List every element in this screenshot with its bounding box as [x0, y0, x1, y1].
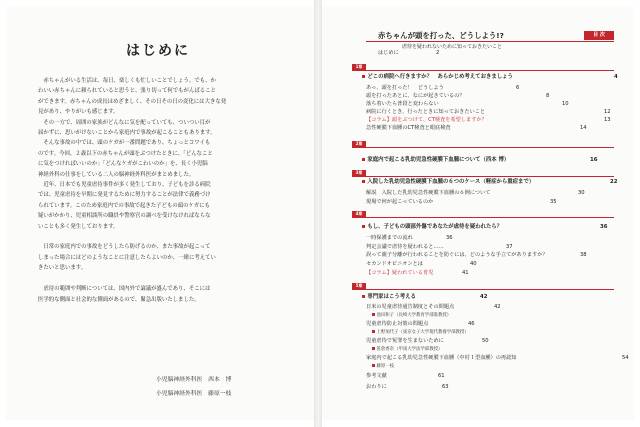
- square-bullet-icon: [362, 75, 365, 78]
- preface-line: 届かずに、思いがけないことから家庭内で事故が起こることもあります。: [38, 130, 216, 137]
- toc-entry[interactable]: 参考文献 61: [366, 373, 445, 379]
- chapter-rule: [352, 289, 614, 290]
- author-signature: 小児脳神経外科医 西本 博: [156, 377, 232, 383]
- preface-line: しまった場合にはどのようなことに注意したらよいのか、一緒に考えてい: [38, 254, 216, 261]
- toc-entry-title: はじめに: [378, 50, 399, 56]
- square-bullet-icon: [362, 295, 365, 298]
- toc-entry[interactable]: 日米の児童虐待通告制度とその問題点 42: [366, 304, 501, 310]
- chapter-rule: [352, 217, 614, 218]
- author-signature: 小児脳神経外科医 藤原一枝: [156, 391, 232, 397]
- toc-entry-page: 42: [480, 294, 488, 300]
- toc-entry[interactable]: 家庭内で起こる乳幼児急性硬膜下血腫（中村Ｉ型血腫）の再認知 54: [366, 355, 629, 361]
- book-gutter: [314, 0, 322, 427]
- preface-line: では、児童虐待を早期に発見するために努力することが法律で義務づけ: [38, 192, 211, 199]
- toc-entry[interactable]: 児童虐待防止対策の問題点 46: [366, 321, 475, 327]
- chapter-rule: [352, 176, 614, 177]
- author-bullet-icon: [372, 313, 375, 316]
- toc-entry[interactable]: あっ、頭を打った！ どうしよう 6: [366, 85, 520, 91]
- toc-intro-row[interactable]: [378, 50, 440, 57]
- preface-line: 疑いがかかり、児童相談所の職員や警察官の調べを受けなければならな: [38, 213, 211, 220]
- preface-page: [6, 6, 314, 420]
- preface-line: いことも多く発生しております。: [38, 223, 119, 230]
- toc-entry[interactable]: 急性硬膜下血腫のCT検査と眼底検査 14: [366, 125, 587, 131]
- preface-title: はじめに: [126, 43, 190, 59]
- preface-line: その一方で、周囲の家族がどんなに気を配っていても、ついつい目が: [43, 119, 211, 126]
- chapter-rule: [352, 70, 614, 71]
- toc-entry[interactable]: 解説 入院した乳幼児急性硬膜下血腫の６例について 30: [366, 190, 585, 196]
- toc-entry[interactable]: 誤って親子分離が行われることを防ぐには、どのような手立てがありますか？ 38: [366, 252, 587, 258]
- chapter-rule: [352, 147, 614, 148]
- chapter-label: 5章: [352, 283, 366, 289]
- toc-entry-page: 2: [436, 50, 440, 56]
- preface-line: きたいと思います。: [38, 265, 87, 272]
- author-bullet-icon: [372, 364, 375, 367]
- toc-entry[interactable]: セカンドオピニオンとは 40: [366, 261, 477, 267]
- square-bullet-icon: [362, 158, 365, 161]
- toc-author: 上野加代子（東京女子大学現代教養学部教授）: [372, 329, 469, 336]
- chapter-heading[interactable]: 家庭内で起こる乳幼児急性硬膜下血腫について（西本 博） 16: [362, 157, 509, 164]
- preface-line: 赤ちゃんがいる生活は、毎日、楽しくも忙しいことでしょう。でも、か: [43, 78, 216, 84]
- toc-entry[interactable]: 児童虐待で冤罪を生まないために 50: [366, 338, 489, 344]
- toc-entry[interactable]: 一時保護までの流れ 36: [366, 235, 453, 241]
- toc-author: 笹倉香奈（甲南大学法学部教授）: [372, 346, 442, 353]
- chapter-heading[interactable]: 入院した乳幼児急性硬膜下血腫の６つのケース（軽症から重症まで） 22: [362, 179, 534, 186]
- author-bullet-icon: [372, 347, 375, 350]
- book-title: 赤ちゃんが頭を打った、どうしよう!?: [378, 31, 504, 40]
- preface-line: ができます。赤ちゃんの成長はめざましく、その日その日の変化には大きな発: [38, 98, 227, 105]
- toc-entry[interactable]: 現場で何が起こっているのか 35: [366, 199, 557, 205]
- toc-entry[interactable]: 頭を打ったあとに、なにが起きているの？ 8: [366, 93, 550, 99]
- square-bullet-icon: [362, 180, 365, 183]
- square-bullet-icon: [362, 225, 365, 228]
- toc-entry[interactable]: 落ち着いたら普段と変わらない 10: [366, 101, 569, 107]
- toc-entry-page: 4: [614, 74, 618, 80]
- preface-line: 見があり、やりがいも感じます。: [38, 109, 119, 116]
- preface-line: 神経外科の仕事をしている二人の脳神経外科医がまとめました。: [38, 171, 195, 178]
- title-rule: [366, 41, 614, 42]
- preface-body: [38, 76, 290, 305]
- book-subtitle: 虐待を疑われないために知っておきたいこと: [402, 44, 503, 50]
- chapter-heading[interactable]: 専門家はこう考える 42: [362, 294, 416, 301]
- chapter-label: 4章: [352, 211, 366, 217]
- preface-line: 日常の家庭内での事故をどうしたら防げるのか、また事故が起こって: [43, 244, 211, 251]
- chapter-heading[interactable]: もし、子どもの頭部外傷であなたが虐待を疑われたら？ 36: [362, 224, 502, 231]
- toc-entry-page: 36: [600, 224, 608, 230]
- toc-entry[interactable]: おわりに 63: [366, 384, 449, 390]
- toc-entry-column[interactable]: 【コラム】疑われている育児 41: [366, 270, 469, 276]
- preface-line: わいい赤ちゃんに頼られていると思うと、張り切って何でもがんばること: [38, 88, 216, 95]
- preface-line: そんな事故の中では、頭のケガが一番問題であり、ちょっとコワイも: [43, 140, 211, 147]
- preface-line: 虐待の範囲や判断については、国内外で論議が盛んであり、そこには: [43, 286, 211, 293]
- author-bullet-icon: [372, 330, 375, 333]
- toc-author: 藤原一枝: [372, 363, 394, 370]
- preface-line: 医学的な側面と社会的な側面があるので、緊急出版いたしました。: [38, 296, 200, 303]
- chapter-label: 2章: [352, 141, 366, 147]
- preface-line: られています。このため家庭内での事故で起きた子どもの頭のケガにも: [38, 202, 210, 209]
- toc-entry-column[interactable]: 【コラム】頭をぶつけて、CT検査を希望しますか？ 13: [366, 117, 611, 123]
- preface-line: 近年、日本でも児童虐待事件が多く発生しており、子どもを診る病院: [43, 182, 211, 189]
- toc-author: 池田和子（長崎大学教育学部准教授）: [372, 312, 451, 319]
- preface-line: のです。今回、２歳以下の赤ちゃんが頭をぶつけたときに、「どんなこと: [38, 150, 213, 157]
- chapter-heading[interactable]: どこの病院へ行きますか？ あらかじめ考えておきましょう 4: [362, 74, 513, 81]
- chapter-label: 1章: [352, 64, 366, 70]
- chapter-label: 3章: [352, 170, 366, 176]
- preface-line: に気をつければいいのか」「どんなケガがこわいのか」を、長く小児脳: [38, 161, 208, 168]
- toc-entry-page: 22: [610, 179, 618, 185]
- toc-entry-page: 16: [590, 157, 598, 163]
- toc-page: [322, 6, 634, 420]
- toc-entry[interactable]: 判定会議で虐待を疑われると…… 37: [366, 244, 513, 250]
- toc-entry[interactable]: 病院に行くとき、行ったときに知っておきたいこと 12: [366, 109, 611, 115]
- toc-badge: 目 次: [584, 31, 614, 40]
